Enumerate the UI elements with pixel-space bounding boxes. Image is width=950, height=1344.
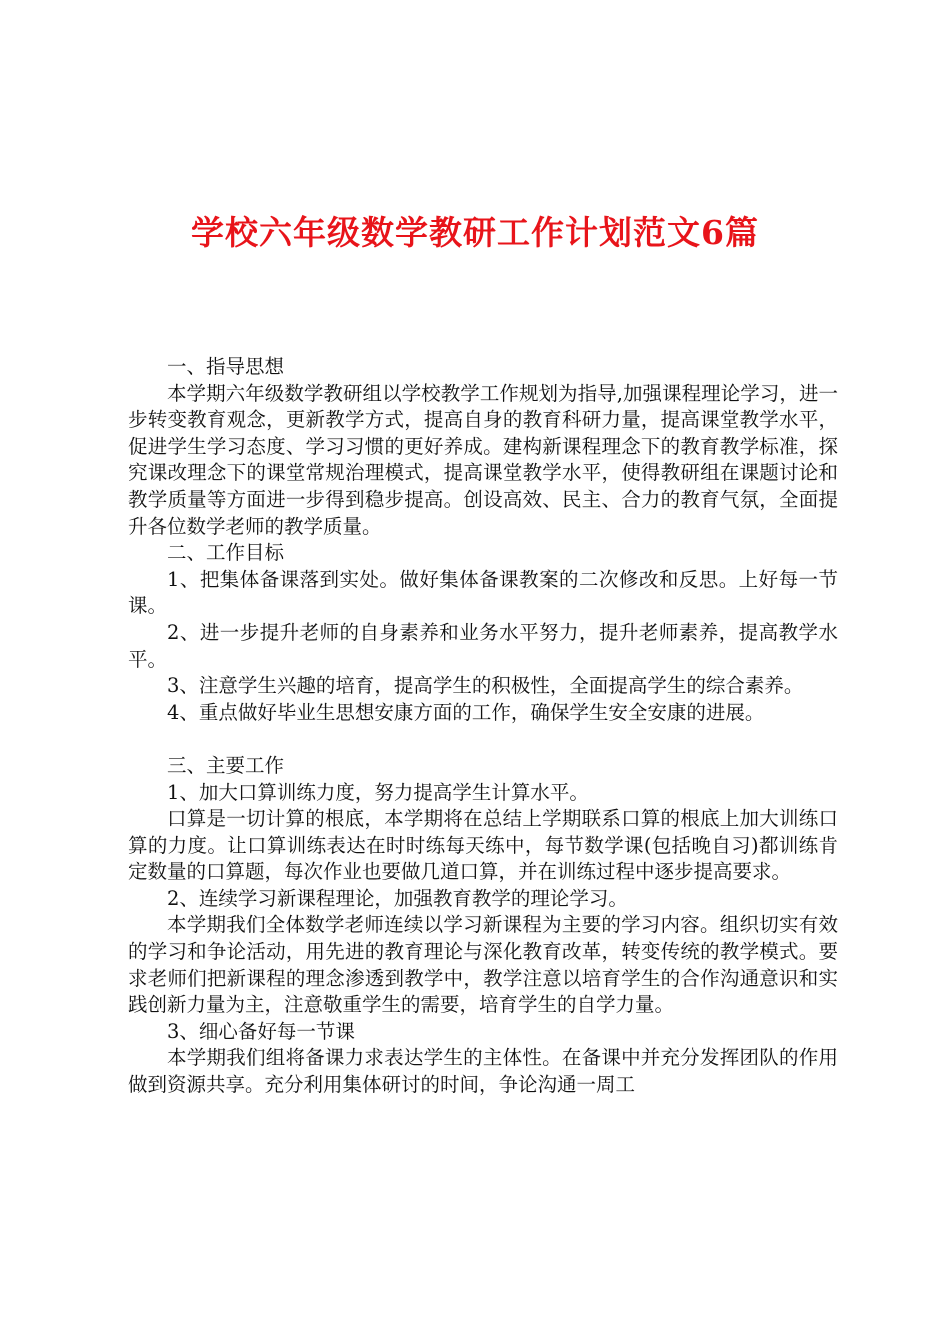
work-item-3-body: 本学期我们组将备课力求表达学生的主体性。在备课中并充分发挥团队的作用做到资源共享。充分利用集体研讨的时间，争论沟通一周工: [128, 1046, 838, 1097]
work-item-1-title: 1、加大口算训练力度，努力提高学生计算水平。: [167, 780, 589, 804]
document-title: 学校六年级数学教研工作计划范文6篇: [191, 213, 759, 252]
goal-item-3: 3、注意学生兴趣的培育，提高学生的积极性，全面提高学生的综合素养。: [167, 674, 804, 698]
work-item-3-title: 3、细心备好每一节课: [167, 1019, 355, 1043]
heading-guiding-ideology: 一、指导思想: [167, 355, 285, 378]
goal-item-4: 4、重点做好毕业生思想安康方面的工作，确保学生安全安康的进展。: [167, 700, 765, 724]
work-item-2-title: 2、连续学习新课程理论，加强教育教学的理论学习。: [167, 886, 628, 910]
goal-item-2: 2、进一步提升老师的自身素养和业务水平努力，提升老师素养，提高教学水平。: [128, 620, 838, 671]
work-item-2-body: 本学期我们全体数学老师连续以学习新课程为主要的学习内容。组织切实有效的学习和争论活动，用先进的教育理论与深化教育改革，转变传统的教学模式。要求老师们把新课程的理念渗透到教学中，教学注意以培育学生的合作沟通意识和实践创新力量为主，注意敬重学生的需要，培育学生的自学力量。: [128, 913, 838, 1017]
heading-work-goals: 二、工作目标: [167, 541, 285, 565]
goal-item-1: 1、把集体备课落到实处。做好集体备课教案的二次修改和反思。上好每一节课。: [128, 567, 838, 618]
document-body: [128, 354, 838, 1099]
blank-line: [128, 726, 838, 753]
paragraph-guiding-ideology: 本学期六年级数学教研组以学校教学工作规划为指导,加强课程理论学习，进一步转变教育观念，更新教学方式，提高自身的教育科研力量，提高课堂教学水平，促进学生学习态度、学习习惯的更好养成。建构新课程理念下的教育教学标准，探究课改理念下的课堂常规治理模式，提高课堂教学水平，使得教研组在课题讨论和教学质量等方面进一步得到稳步提高。创设高效、民主、合力的教育气氛，全面提升各位数学老师的教学质量。: [128, 381, 838, 538]
heading-main-work: 三、主要工作: [167, 753, 285, 777]
work-item-1-body: 口算是一切计算的根底，本学期将在总结上学期联系口算的根底上加大训练口算的力度。让口算训练表达在时时练每天练中，每节数学课(包括晚自习)都训练肯定数量的口算题，每次作业也要做几道口算，并在训练过程中逐步提高要求。: [128, 807, 838, 884]
